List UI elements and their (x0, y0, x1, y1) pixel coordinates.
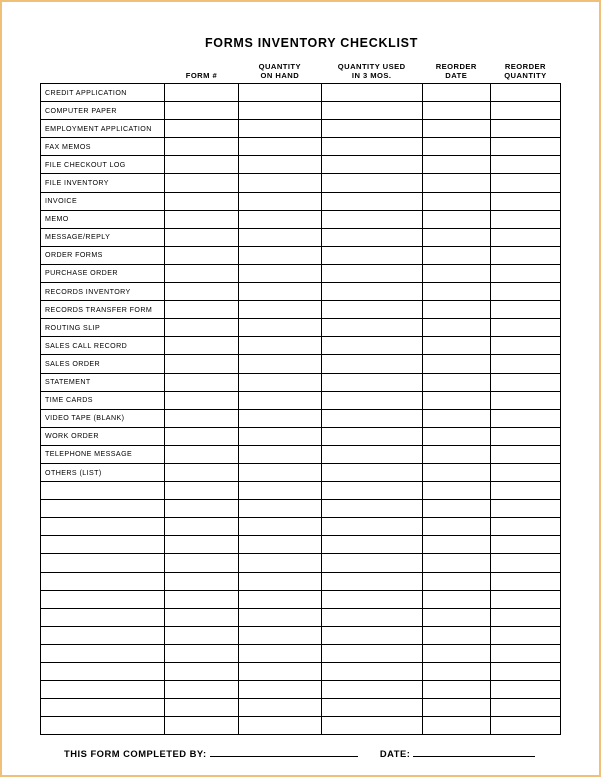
row-entry-cell[interactable] (422, 554, 490, 572)
row-entry-cell[interactable] (239, 409, 322, 427)
row-entry-cell[interactable] (422, 102, 490, 120)
row-entry-cell[interactable] (422, 500, 490, 518)
table-row (41, 536, 561, 554)
row-entry-cell[interactable] (164, 192, 238, 210)
row-entry-cell[interactable] (321, 608, 422, 626)
row-entry-cell[interactable] (164, 301, 238, 319)
row-entry-cell[interactable] (239, 445, 322, 463)
table-row (41, 644, 561, 662)
table-row (41, 102, 561, 120)
table-row (41, 391, 561, 409)
row-entry-cell[interactable] (321, 102, 422, 120)
row-entry-cell[interactable] (490, 120, 560, 138)
row-entry-cell[interactable] (422, 337, 490, 355)
table-row (41, 138, 561, 156)
row-entry-cell[interactable] (239, 228, 322, 246)
row-entry-cell[interactable] (164, 608, 238, 626)
form-sheet (2, 2, 599, 775)
form-footer (40, 747, 561, 759)
row-item-label: ROUTING SLIP (41, 319, 165, 337)
column-header-reorder-date-line2: DATE (445, 70, 468, 80)
row-entry-cell[interactable] (239, 373, 322, 391)
row-entry-cell[interactable] (490, 156, 560, 174)
row-entry-cell[interactable] (321, 463, 422, 481)
row-item-label (41, 500, 165, 518)
row-entry-cell[interactable] (239, 210, 322, 228)
row-entry-cell[interactable] (164, 463, 238, 481)
row-entry-cell[interactable] (422, 699, 490, 717)
row-entry-cell[interactable] (239, 283, 322, 301)
row-item-label: MESSAGE/REPLY (41, 228, 165, 246)
row-item-label: MEMO (41, 210, 165, 228)
row-item-label: FILE INVENTORY (41, 174, 165, 192)
row-entry-cell[interactable] (490, 518, 560, 536)
row-entry-cell[interactable] (164, 102, 238, 120)
row-entry-cell[interactable] (422, 482, 490, 500)
row-entry-cell[interactable] (490, 355, 560, 373)
column-header-quantity-on-hand (239, 54, 322, 84)
row-entry-cell[interactable] (490, 192, 560, 210)
row-entry-cell[interactable] (490, 463, 560, 481)
row-entry-cell[interactable] (164, 319, 238, 337)
row-entry-cell[interactable] (239, 482, 322, 500)
table-row (41, 717, 561, 735)
row-entry-cell[interactable] (321, 536, 422, 554)
row-entry-cell[interactable] (321, 246, 422, 264)
row-item-label: FILE CHECKOUT LOG (41, 156, 165, 174)
row-entry-cell[interactable] (490, 536, 560, 554)
row-entry-cell[interactable] (422, 355, 490, 373)
row-entry-cell[interactable] (422, 174, 490, 192)
row-entry-cell[interactable] (422, 156, 490, 174)
column-header-quantity-used-line1: QUANTITY USED (337, 61, 406, 71)
row-entry-cell[interactable] (490, 500, 560, 518)
row-item-label (41, 554, 165, 572)
row-entry-cell[interactable] (321, 572, 422, 590)
column-header-item (41, 54, 165, 84)
row-entry-cell[interactable] (164, 391, 238, 409)
table-row (41, 699, 561, 717)
row-entry-cell[interactable] (422, 663, 490, 681)
row-entry-cell[interactable] (164, 681, 238, 699)
table-body (41, 84, 561, 735)
row-entry-cell[interactable] (239, 518, 322, 536)
row-entry-cell[interactable] (239, 138, 322, 156)
table-row (41, 174, 561, 192)
row-item-label: TIME CARDS (41, 391, 165, 409)
row-entry-cell[interactable] (490, 681, 560, 699)
completed-by-label: THIS FORM COMPLETED BY: (64, 748, 207, 760)
row-entry-cell[interactable] (490, 373, 560, 391)
row-entry-cell[interactable] (490, 301, 560, 319)
row-entry-cell[interactable] (321, 301, 422, 319)
row-item-label (41, 626, 165, 644)
date-field[interactable] (413, 747, 535, 757)
row-entry-cell[interactable] (164, 138, 238, 156)
row-item-label: FAX MEMOS (41, 138, 165, 156)
row-entry-cell[interactable] (422, 536, 490, 554)
row-item-label: ORDER FORMS (41, 246, 165, 264)
row-entry-cell[interactable] (239, 463, 322, 481)
column-header-quantity-used (321, 54, 422, 84)
row-entry-cell[interactable] (321, 355, 422, 373)
row-entry-cell[interactable] (422, 463, 490, 481)
table-row (41, 264, 561, 282)
row-item-label (41, 663, 165, 681)
table-row (41, 463, 561, 481)
row-entry-cell[interactable] (164, 500, 238, 518)
table-row (41, 427, 561, 445)
row-entry-cell[interactable] (321, 699, 422, 717)
table-row (41, 228, 561, 246)
table-header (41, 54, 561, 84)
column-header-reorder-date (422, 54, 490, 84)
column-header-form-number-line1: FORM # (185, 70, 218, 80)
row-entry-cell[interactable] (164, 644, 238, 662)
row-entry-cell[interactable] (164, 626, 238, 644)
page-title: FORMS INVENTORY CHECKLIST (204, 36, 419, 50)
row-entry-cell[interactable] (239, 391, 322, 409)
row-item-label: RECORDS INVENTORY (41, 283, 165, 301)
row-entry-cell[interactable] (422, 717, 490, 735)
row-entry-cell[interactable] (422, 246, 490, 264)
row-entry-cell[interactable] (239, 319, 322, 337)
row-entry-cell[interactable] (164, 445, 238, 463)
row-entry-cell[interactable] (490, 228, 560, 246)
row-entry-cell[interactable] (422, 518, 490, 536)
row-entry-cell[interactable] (321, 500, 422, 518)
row-entry-cell[interactable] (422, 84, 490, 102)
row-entry-cell[interactable] (164, 355, 238, 373)
row-entry-cell[interactable] (321, 717, 422, 735)
row-entry-cell[interactable] (164, 228, 238, 246)
row-entry-cell[interactable] (164, 536, 238, 554)
row-entry-cell[interactable] (239, 264, 322, 282)
table-row (41, 120, 561, 138)
row-entry-cell[interactable] (490, 102, 560, 120)
column-header-quantity-on-hand-line2: ON HAND (260, 70, 300, 80)
row-entry-cell[interactable] (490, 644, 560, 662)
row-entry-cell[interactable] (164, 84, 238, 102)
row-item-label: PURCHASE ORDER (41, 264, 165, 282)
row-entry-cell[interactable] (321, 174, 422, 192)
row-entry-cell[interactable] (321, 319, 422, 337)
row-entry-cell[interactable] (422, 210, 490, 228)
row-entry-cell[interactable] (321, 156, 422, 174)
row-entry-cell[interactable] (164, 174, 238, 192)
row-entry-cell[interactable] (239, 572, 322, 590)
row-entry-cell[interactable] (490, 264, 560, 282)
row-entry-cell[interactable] (490, 699, 560, 717)
row-entry-cell[interactable] (239, 644, 322, 662)
row-entry-cell[interactable] (321, 138, 422, 156)
row-item-label: CREDIT APPLICATION (41, 84, 165, 102)
row-entry-cell[interactable] (321, 518, 422, 536)
row-entry-cell[interactable] (422, 228, 490, 246)
row-entry-cell[interactable] (490, 554, 560, 572)
row-entry-cell[interactable] (490, 590, 560, 608)
row-entry-cell[interactable] (422, 120, 490, 138)
row-entry-cell[interactable] (164, 482, 238, 500)
row-entry-cell[interactable] (164, 572, 238, 590)
row-item-label: STATEMENT (41, 373, 165, 391)
date-label: DATE: (379, 748, 411, 760)
row-item-label: TELEPHONE MESSAGE (41, 445, 165, 463)
row-entry-cell[interactable] (490, 84, 560, 102)
table-row (41, 192, 561, 210)
row-entry-cell[interactable] (164, 554, 238, 572)
row-item-label (41, 608, 165, 626)
row-entry-cell[interactable] (321, 445, 422, 463)
row-entry-cell[interactable] (422, 681, 490, 699)
row-item-label (41, 518, 165, 536)
row-entry-cell[interactable] (422, 192, 490, 210)
row-item-label (41, 590, 165, 608)
row-entry-cell[interactable] (164, 427, 238, 445)
row-entry-cell[interactable] (490, 572, 560, 590)
row-entry-cell[interactable] (164, 699, 238, 717)
row-entry-cell[interactable] (239, 590, 322, 608)
row-entry-cell[interactable] (422, 409, 490, 427)
table-header-row (41, 54, 561, 84)
row-entry-cell[interactable] (164, 210, 238, 228)
row-entry-cell[interactable] (321, 554, 422, 572)
row-entry-cell[interactable] (239, 626, 322, 644)
row-entry-cell[interactable] (321, 228, 422, 246)
row-entry-cell[interactable] (490, 427, 560, 445)
row-entry-cell[interactable] (422, 427, 490, 445)
row-entry-cell[interactable] (422, 644, 490, 662)
table-row (41, 445, 561, 463)
row-item-label (41, 536, 165, 554)
row-entry-cell[interactable] (490, 663, 560, 681)
column-header-form-number (164, 54, 238, 84)
row-entry-cell[interactable] (422, 590, 490, 608)
row-entry-cell[interactable] (164, 337, 238, 355)
row-item-label (41, 482, 165, 500)
row-entry-cell[interactable] (239, 717, 322, 735)
row-entry-cell[interactable] (422, 301, 490, 319)
row-entry-cell[interactable] (321, 681, 422, 699)
row-entry-cell[interactable] (490, 210, 560, 228)
row-entry-cell[interactable] (239, 608, 322, 626)
column-header-reorder-quantity (490, 54, 560, 84)
row-entry-cell[interactable] (239, 337, 322, 355)
column-header-reorder-date-line1: REORDER (435, 61, 477, 71)
row-entry-cell[interactable] (164, 264, 238, 282)
row-item-label (41, 717, 165, 735)
row-entry-cell[interactable] (422, 319, 490, 337)
table-row (41, 337, 561, 355)
row-entry-cell[interactable] (164, 283, 238, 301)
row-entry-cell[interactable] (490, 409, 560, 427)
row-entry-cell[interactable] (164, 409, 238, 427)
row-entry-cell[interactable] (490, 391, 560, 409)
row-item-label: VIDEO TAPE (BLANK) (41, 409, 165, 427)
row-item-label (41, 572, 165, 590)
row-entry-cell[interactable] (422, 608, 490, 626)
row-entry-cell[interactable] (239, 699, 322, 717)
row-entry-cell[interactable] (321, 427, 422, 445)
table-row (41, 482, 561, 500)
table-row (41, 409, 561, 427)
table-row (41, 301, 561, 319)
row-entry-cell[interactable] (321, 337, 422, 355)
row-entry-cell[interactable] (422, 626, 490, 644)
column-header-quantity-on-hand-line1: QUANTITY (258, 61, 302, 71)
row-entry-cell[interactable] (321, 192, 422, 210)
table-row (41, 518, 561, 536)
row-item-label: SALES ORDER (41, 355, 165, 373)
column-header-reorder-quantity-line2: QUANTITY (504, 70, 547, 80)
row-item-label: INVOICE (41, 192, 165, 210)
row-entry-cell[interactable] (239, 174, 322, 192)
row-entry-cell[interactable] (321, 210, 422, 228)
row-entry-cell[interactable] (321, 663, 422, 681)
table-row (41, 626, 561, 644)
row-entry-cell[interactable] (164, 373, 238, 391)
row-entry-cell[interactable] (239, 554, 322, 572)
row-entry-cell[interactable] (321, 283, 422, 301)
row-entry-cell[interactable] (321, 264, 422, 282)
table-row (41, 554, 561, 572)
row-entry-cell[interactable] (490, 319, 560, 337)
row-entry-cell[interactable] (490, 626, 560, 644)
row-item-label: WORK ORDER (41, 427, 165, 445)
row-entry-cell[interactable] (422, 264, 490, 282)
column-header-reorder-quantity-line1: REORDER (504, 61, 546, 71)
row-entry-cell[interactable] (490, 482, 560, 500)
row-entry-cell[interactable] (239, 246, 322, 264)
row-entry-cell[interactable] (164, 120, 238, 138)
table-row (41, 355, 561, 373)
row-entry-cell[interactable] (422, 445, 490, 463)
row-entry-cell[interactable] (422, 283, 490, 301)
row-entry-cell[interactable] (239, 84, 322, 102)
row-entry-cell[interactable] (239, 663, 322, 681)
row-entry-cell[interactable] (239, 355, 322, 373)
row-item-label: SALES CALL RECORD (41, 337, 165, 355)
row-entry-cell[interactable] (239, 681, 322, 699)
row-entry-cell[interactable] (490, 138, 560, 156)
row-entry-cell[interactable] (164, 663, 238, 681)
row-entry-cell[interactable] (164, 156, 238, 174)
forms-inventory-table (40, 54, 561, 735)
table-row (41, 500, 561, 518)
table-row (41, 681, 561, 699)
completed-by-field[interactable] (210, 747, 358, 757)
row-item-label: RECORDS TRANSFER FORM (41, 301, 165, 319)
table-row (41, 590, 561, 608)
row-entry-cell[interactable] (164, 590, 238, 608)
row-entry-cell[interactable] (321, 373, 422, 391)
row-entry-cell[interactable] (239, 156, 322, 174)
row-entry-cell[interactable] (321, 84, 422, 102)
table-row (41, 283, 561, 301)
row-entry-cell[interactable] (422, 391, 490, 409)
row-entry-cell[interactable] (321, 626, 422, 644)
row-item-label (41, 699, 165, 717)
table-row (41, 210, 561, 228)
column-header-quantity-used-line2: IN 3 MOS. (351, 70, 392, 80)
row-entry-cell[interactable] (490, 174, 560, 192)
row-entry-cell[interactable] (321, 409, 422, 427)
table-row (41, 572, 561, 590)
row-entry-cell[interactable] (422, 373, 490, 391)
row-entry-cell[interactable] (239, 500, 322, 518)
row-entry-cell[interactable] (422, 572, 490, 590)
row-entry-cell[interactable] (490, 717, 560, 735)
row-entry-cell[interactable] (164, 518, 238, 536)
table-row (41, 319, 561, 337)
row-entry-cell[interactable] (239, 427, 322, 445)
row-entry-cell[interactable] (239, 102, 322, 120)
table-row (41, 246, 561, 264)
table-row (41, 663, 561, 681)
row-entry-cell[interactable] (321, 644, 422, 662)
row-entry-cell[interactable] (321, 590, 422, 608)
row-item-label (41, 644, 165, 662)
row-entry-cell[interactable] (239, 301, 322, 319)
table-row (41, 373, 561, 391)
row-entry-cell[interactable] (490, 283, 560, 301)
row-entry-cell[interactable] (321, 391, 422, 409)
row-entry-cell[interactable] (164, 717, 238, 735)
row-entry-cell[interactable] (164, 246, 238, 264)
row-entry-cell[interactable] (239, 536, 322, 554)
row-item-label: OTHERS (LIST) (41, 463, 165, 481)
row-item-label: COMPUTER PAPER (41, 102, 165, 120)
row-entry-cell[interactable] (239, 120, 322, 138)
table-row (41, 84, 561, 102)
row-entry-cell[interactable] (490, 608, 560, 626)
row-entry-cell[interactable] (422, 138, 490, 156)
row-entry-cell[interactable] (239, 192, 322, 210)
table-row (41, 608, 561, 626)
row-entry-cell[interactable] (321, 482, 422, 500)
row-item-label: EMPLOYMENT APPLICATION (41, 120, 165, 138)
row-item-label (41, 681, 165, 699)
row-entry-cell[interactable] (490, 246, 560, 264)
row-entry-cell[interactable] (490, 445, 560, 463)
table-row (41, 156, 561, 174)
row-entry-cell[interactable] (321, 120, 422, 138)
row-entry-cell[interactable] (490, 337, 560, 355)
